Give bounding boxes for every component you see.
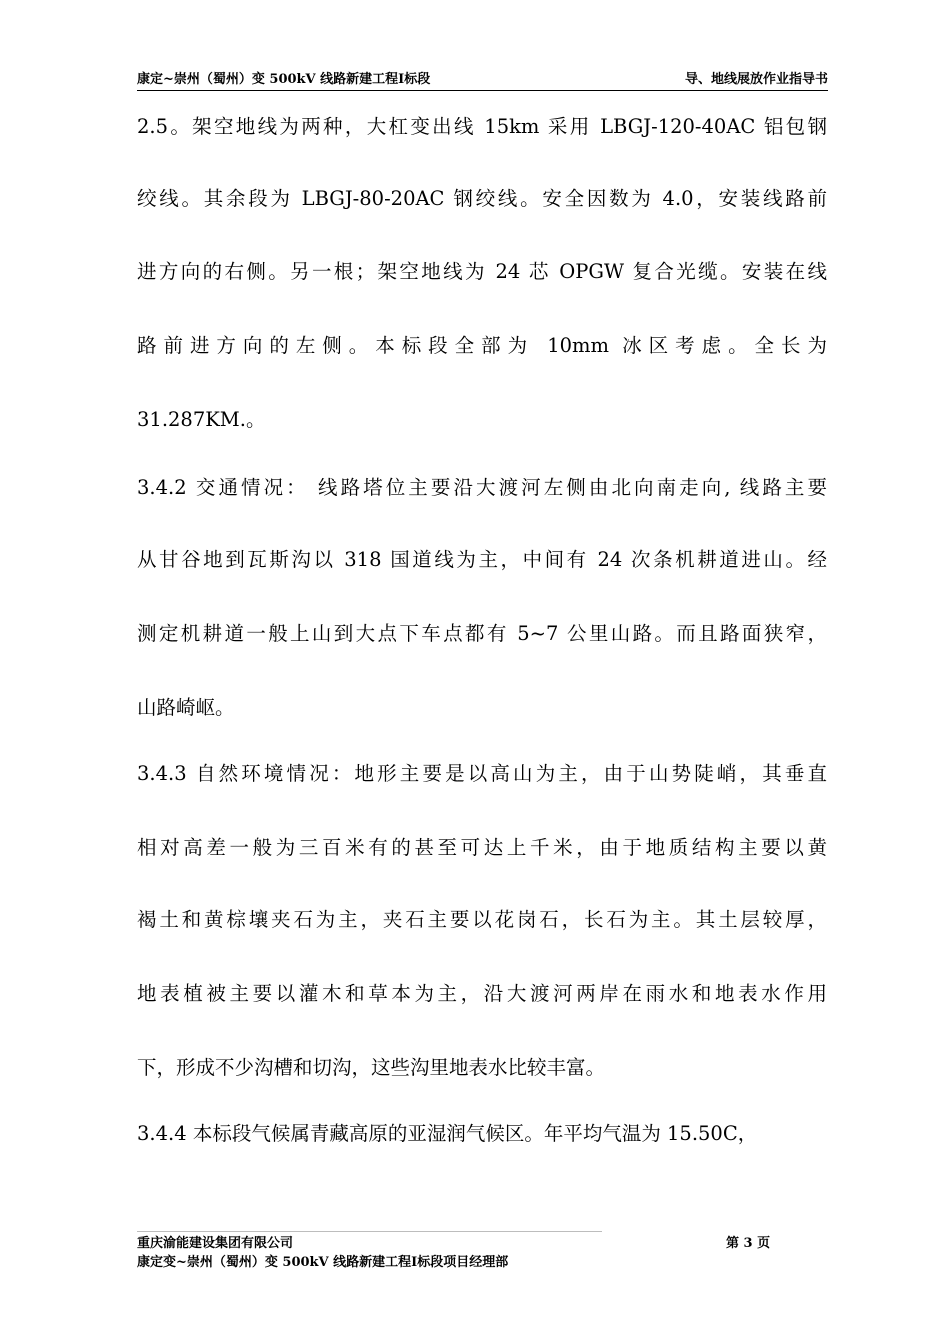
body-line: 2.5。架空地线为两种，大杠变出线 15km 采用 LBGJ-120-40AC 铝包钢 [137,115,827,138]
footer-company-name: 重庆渝能建设集团有限公司 [137,1236,294,1251]
body-line: 山路崎岖。 [137,696,235,719]
body-line: 路前进方向的左侧。本标段全部为 10mm 冰区考虑。全长为 [137,334,827,357]
body-line: 3.4.4 本标段气候属青藏高原的亚湿润气候区。年平均气温为 15.50C， [137,1122,758,1145]
page-header [137,66,828,91]
body-line: 测定机耕道一般上山到大点下车点都有 5~7 公里山路。而且路面狭窄， [137,622,827,645]
body-line: 褐土和黄棕壤夹石为主，夹石主要以花岗石，长石为主。其土层较厚， [137,908,827,931]
body-line: 绞线。其余段为 LBGJ-80-20AC 钢绞线。安全因数为 4.0，安装线路前 [137,187,827,210]
header-document-title: 导、地线展放作业指导书 [684,72,828,87]
body-line: 地表植被主要以灌木和草本为主，沿大渡河两岸在雨水和地表水作用 [137,982,827,1005]
body-line: 下，形成不少沟槽和切沟，这些沟里地表水比较丰富。 [137,1056,606,1079]
body-line: 相对高差一般为三百米有的甚至可达上千米，由于地质结构主要以黄 [137,836,827,859]
body-line: 3.4.2 交通情况： 线路塔位主要沿大渡河左侧由北向南走向, 线路主要 [137,476,827,499]
body-line: 从甘谷地到瓦斯沟以 318 国道线为主，中间有 24 次条机耕道进山。经 [137,548,827,571]
body-line: 3.4.3 自然环境情况：地形主要是以高山为主，由于山势陡峭，其垂直 [137,762,827,785]
body-line: 31.287KM.。 [137,408,266,431]
body-line: 进方向的右侧。另一根；架空地线为 24 芯 OPGW 复合光缆。安装在线 [137,260,827,283]
footer-department: 康定变~崇州（蜀州）变 500kV 线路新建工程Ⅰ标段项目经理部 [137,1255,509,1270]
footer-page-number: 第 3 页 [726,1236,771,1251]
header-project-title: 康定~崇州（蜀州）变 500kV 线路新建工程Ⅰ标段 [137,72,431,87]
